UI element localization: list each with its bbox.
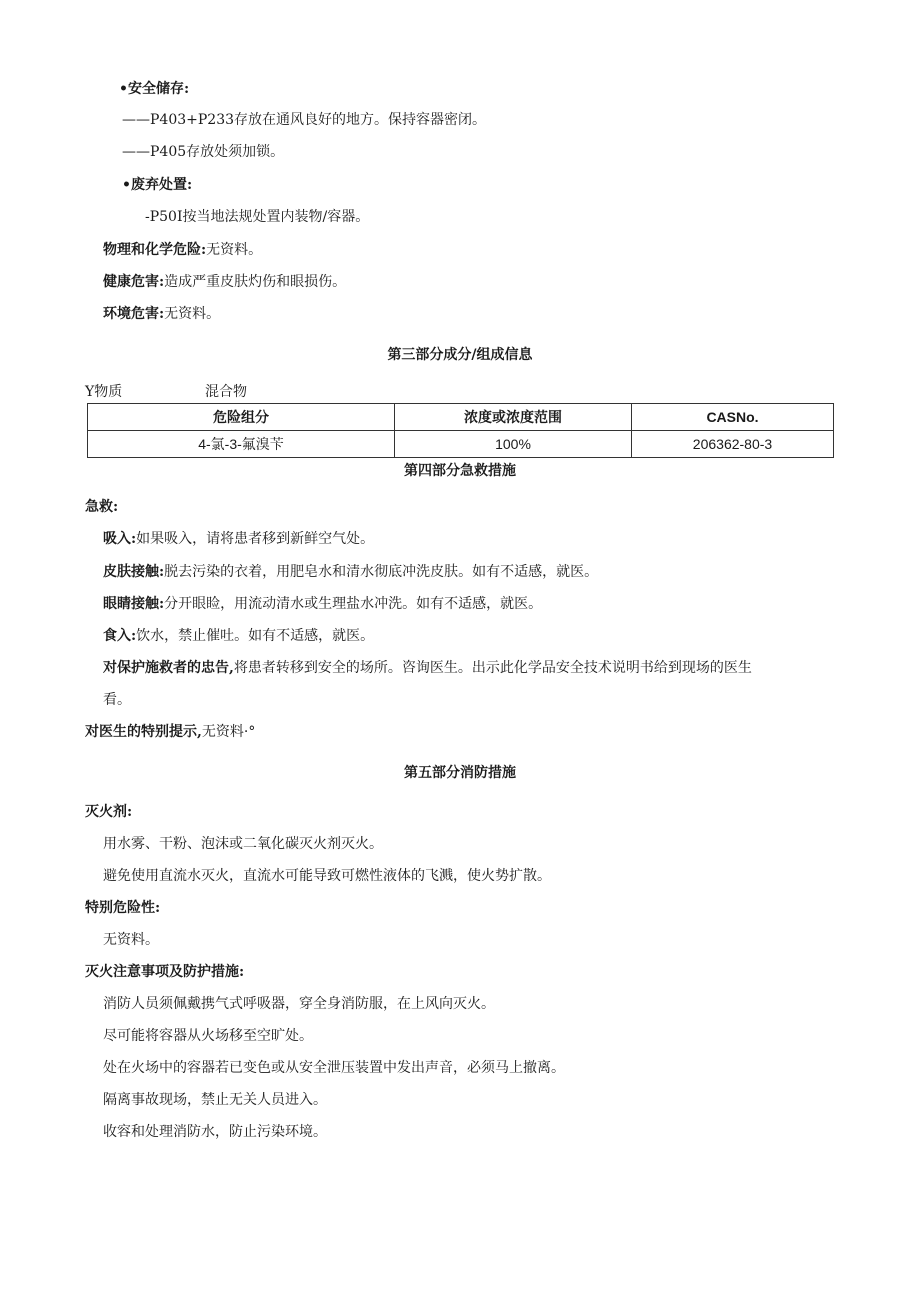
section3-title: 第三部分成分/组成信息: [387, 347, 533, 363]
protector-advice: [103, 658, 752, 678]
first-aid-skin: [103, 562, 598, 582]
first-aid-ingestion: [103, 626, 374, 646]
precaution-item: 尽可能将容器从火场移至空旷处。: [103, 1028, 313, 1044]
hazard-text: 造成严重皮肤灼伤和眼损伤。: [164, 274, 347, 290]
precaution-item: 隔离事故现场，禁止无关人员进入。: [103, 1092, 327, 1108]
extinguishing-heading: 灭火剂:: [85, 804, 133, 820]
doctor-text: 无资料·°: [201, 724, 256, 740]
substance-value: 混合物: [205, 384, 247, 400]
first-aid-text: 饮水，禁止催吐。如有不适感，就医。: [136, 628, 375, 644]
first-aid-eye: [103, 594, 542, 614]
section5-title: 第五部分消防措施: [404, 765, 516, 781]
protector-label: 对保护施救者的忠告,: [103, 660, 234, 676]
protector-text-continued: 看。: [103, 692, 131, 708]
storage-heading: •安全储存:: [119, 81, 190, 97]
hazard-health: [103, 272, 346, 292]
first-aid-text: 脱去污染的衣着，用肥皂水和清水彻底冲洗皮肤。如有不适感，就医。: [164, 564, 599, 580]
section4-title: 第四部分急救措施: [404, 463, 516, 479]
hazard-environment: [103, 304, 220, 324]
first-aid-text: 如果吸入，请将患者移到新鲜空气处。: [136, 531, 375, 547]
precaution-item: 消防人员须佩戴携气式呼吸器，穿全身消防服，在上风向灭火。: [103, 996, 495, 1012]
hazard-label: 健康危害:: [103, 274, 165, 290]
hazard-physical: [103, 240, 262, 260]
hazard-text: 无资料。: [206, 242, 263, 258]
table-row: [88, 431, 834, 458]
special-danger-item: 无资料。: [103, 932, 159, 948]
precaution-item: 处在火场中的容器若已变色或从安全泄压装置中发出声音，必须马上撤离。: [103, 1060, 565, 1076]
first-aid-label: 吸入:: [103, 531, 137, 547]
disposal-heading: •废弃处置:: [122, 177, 193, 193]
special-danger-heading: 特别危险性:: [85, 900, 161, 916]
precaution-heading: 灭火注意事项及防护措施:: [85, 964, 245, 980]
table-cell: 206362-80-3: [632, 431, 834, 458]
table-header: 危险组分: [88, 404, 395, 431]
storage-item: ——P405存放处须加锁。: [122, 144, 285, 160]
precaution-item: 收容和处理消防水，防止污染环境。: [103, 1124, 327, 1140]
substance-label: Y物质: [85, 384, 123, 400]
storage-item: ——P403+P233存放在通风良好的地方。保持容器密闭。: [122, 112, 487, 128]
hazard-text: 无资料。: [164, 306, 221, 322]
first-aid-label: 眼睛接触:: [103, 596, 165, 612]
composition-table: [87, 403, 834, 458]
table-header: 浓度或浓度范围: [395, 404, 632, 431]
table-header-row: [88, 404, 834, 431]
table-header: CASNo.: [632, 404, 834, 431]
first-aid-inhalation: [103, 529, 374, 549]
hazard-label: 环境危害:: [103, 306, 165, 322]
disposal-item: -P50I按当地法规处置内装物/容器。: [145, 209, 370, 225]
first-aid-label: 食入:: [103, 628, 137, 644]
doctor-note: [85, 722, 255, 742]
table-cell: 100%: [395, 431, 632, 458]
protector-text: 将患者转移到安全的场所。咨询医生。出示此化学品安全技术说明书给到现场的医生: [233, 660, 752, 676]
first-aid-heading: 急救:: [85, 499, 119, 515]
hazard-label: 物理和化学危险:: [103, 242, 207, 258]
extinguishing-item: 用水雾、干粉、泡沫或二氧化碳灭火剂灭火。: [103, 836, 383, 852]
table-cell: 4-氯-3-氟溴苄: [88, 431, 395, 458]
doctor-label: 对医生的特别提示,: [85, 724, 202, 740]
first-aid-text: 分开眼睑，用流动清水或生理盐水冲洗。如有不适感，就医。: [164, 596, 543, 612]
extinguishing-item: 避免使用直流水灭火，直流水可能导致可燃性液体的飞溅，使火势扩散。: [103, 868, 551, 884]
first-aid-label: 皮肤接触:: [103, 564, 165, 580]
